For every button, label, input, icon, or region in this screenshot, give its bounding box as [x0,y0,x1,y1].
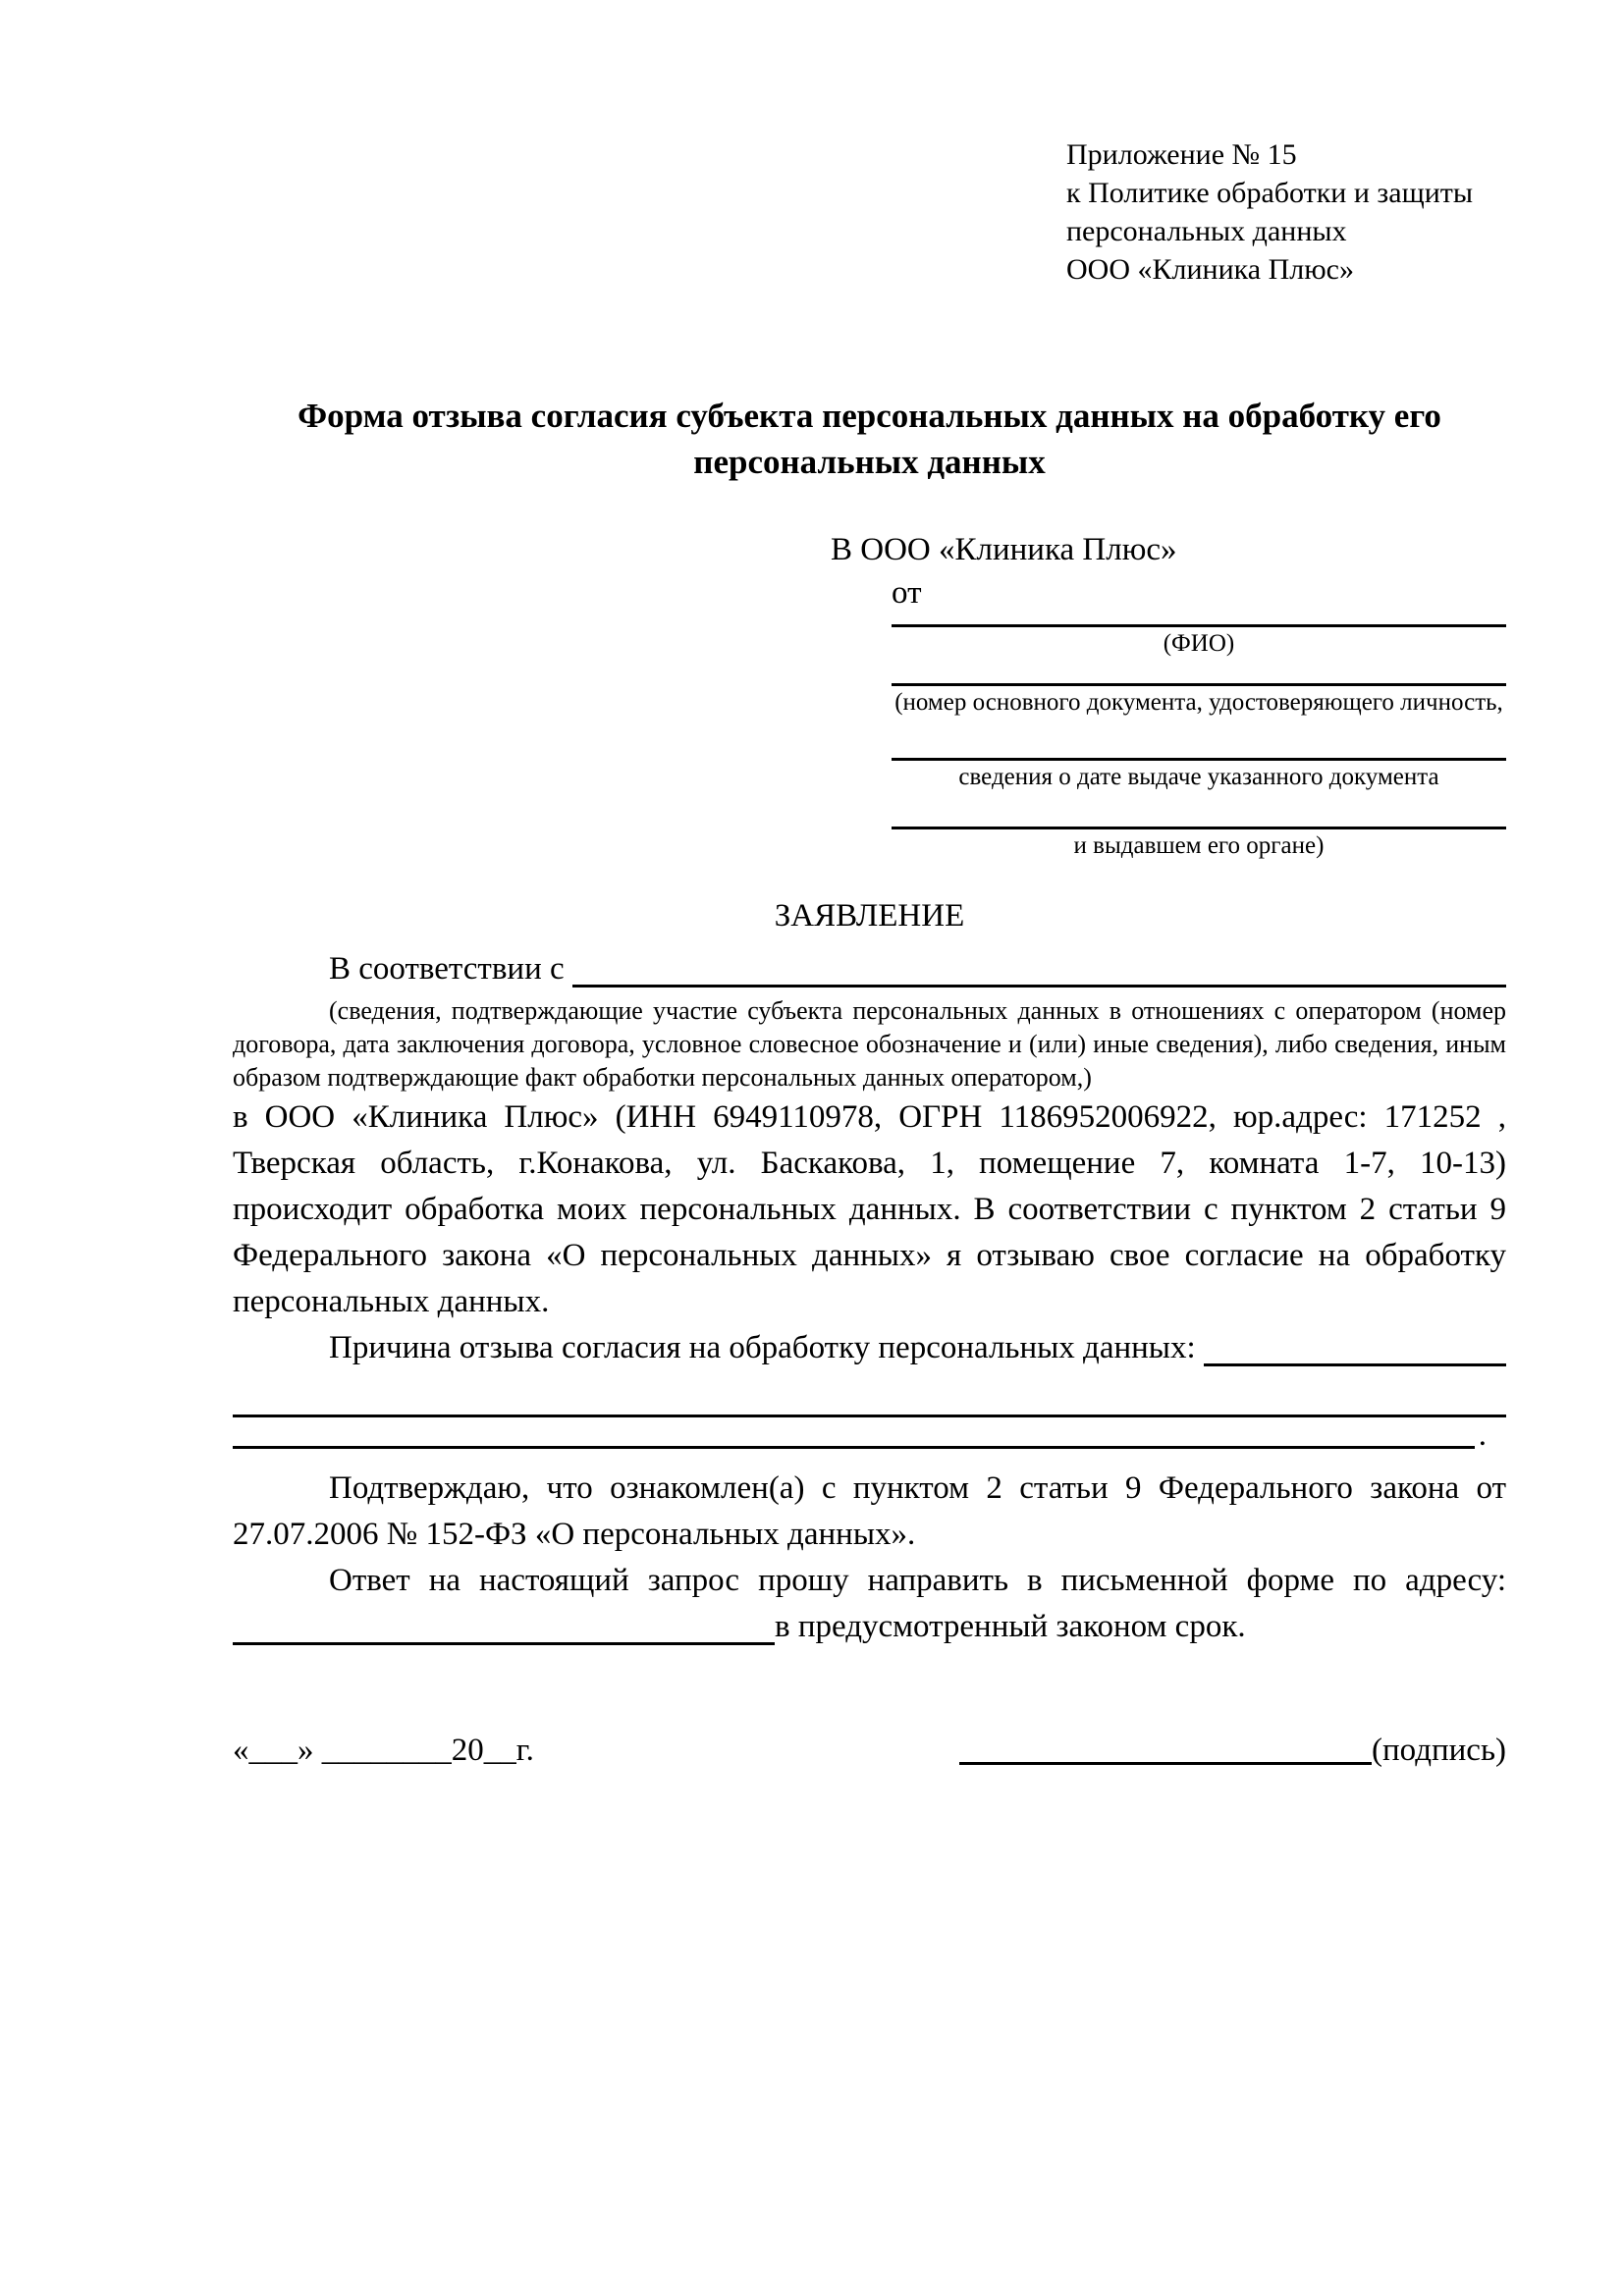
annex-note-line: Приложение № 15 [1066,138,1297,171]
accordance-lead: В соответствии с [329,951,572,987]
addressee-block [831,528,1506,862]
reason-line [233,1325,1506,1371]
body-paragraph: в ООО «Клиника Плюс» (ИНН 6949110978, ОГРН 1186952006922, юр.адрес: 171252 , Тверская область, г.Конакова, ул. Баскакова, 1, помещение 7, комната 1-7, 10-13) происходит обработка моих персональных данных. В соответствии с пунктом 2 статьи 9 Федерального закона «О персональных данных» я отзываю свое согласие на обработку персональных данных. [233,1099,1506,1319]
issue-date-caption: сведения о дате выдаче указанного документа [958,764,1439,790]
reply-tail: в предусмотренный законом срок. [775,1609,1246,1644]
signature-group [959,1729,1506,1772]
reply-request-line: Ответ на настоящий запрос прошу направить в письменной форме по адресу: [329,1563,1506,1598]
fio-field [892,613,1506,660]
accordance-blank-line[interactable] [572,975,1506,988]
issuing-authority-caption: и выдавшем его органе) [1073,832,1325,859]
identity-doc-blank-line[interactable] [892,660,1506,686]
footer-row [233,1729,1506,1772]
fine-print-note: (сведения, подтверждающие участие субъекта персональных данных в отношениях с оператором (номер договора, дата заключения договора, условное словесное обозначение и (или) иные сведения), либо сведения, иным образом подтверждающие факт обработки персональных данных оператором,) [233,996,1506,1092]
reason-continuation-blank-line-1[interactable] [233,1371,1506,1417]
signature-blank-line[interactable] [959,1752,1372,1765]
reason-blank-line[interactable] [1204,1354,1506,1366]
issuing-authority-field [892,793,1506,862]
issuing-authority-blank-line[interactable] [892,793,1506,829]
accordance-line [233,946,1506,992]
addressee-to: В ООО «Клиника Плюс» [831,532,1177,567]
annex-note-line: к Политике обработки и защиты [1066,177,1474,209]
identity-doc-caption: (номер основного документа, удостоверяющего личность, [894,689,1503,716]
reason-continuation-blank-line-2 [233,1417,1506,1454]
reason-lead: Причина отзыва согласия на обработку персональных данных: [329,1330,1204,1365]
reply-address-blank-line[interactable] [233,1632,775,1645]
confirmation-paragraph: Подтверждаю, что ознакомлен(а) с пунктом 2 статьи 9 Федерального закона от 27.07.2006 № 152-ФЗ «О персональных данных». [233,1470,1506,1552]
fio-caption: (ФИО) [1163,630,1235,657]
annex-note-line: ООО «Клиника Плюс» [1066,253,1354,286]
date-fill-line[interactable]: «___» ________20__г. [233,1733,534,1768]
reply-address-line [233,1604,1506,1650]
statement-heading: ЗАЯВЛЕНИЕ [774,898,965,934]
issue-date-blank-line[interactable] [892,719,1506,761]
addressee-from-label: от [892,575,922,611]
reason-continuation-blank-rule[interactable] [233,1446,1475,1449]
annex-note-line: персональных данных [1066,215,1347,247]
document-title: Форма отзыва согласия субъекта персональных данных на обработку его персональных данных [298,397,1441,481]
blank-line-terminator: . [1478,1417,1487,1453]
fio-blank-line[interactable] [892,613,1506,627]
annex-note [1066,135,1506,289]
signature-caption: (подпись) [1372,1733,1506,1768]
identity-doc-field [892,660,1506,719]
issue-date-field [892,719,1506,793]
